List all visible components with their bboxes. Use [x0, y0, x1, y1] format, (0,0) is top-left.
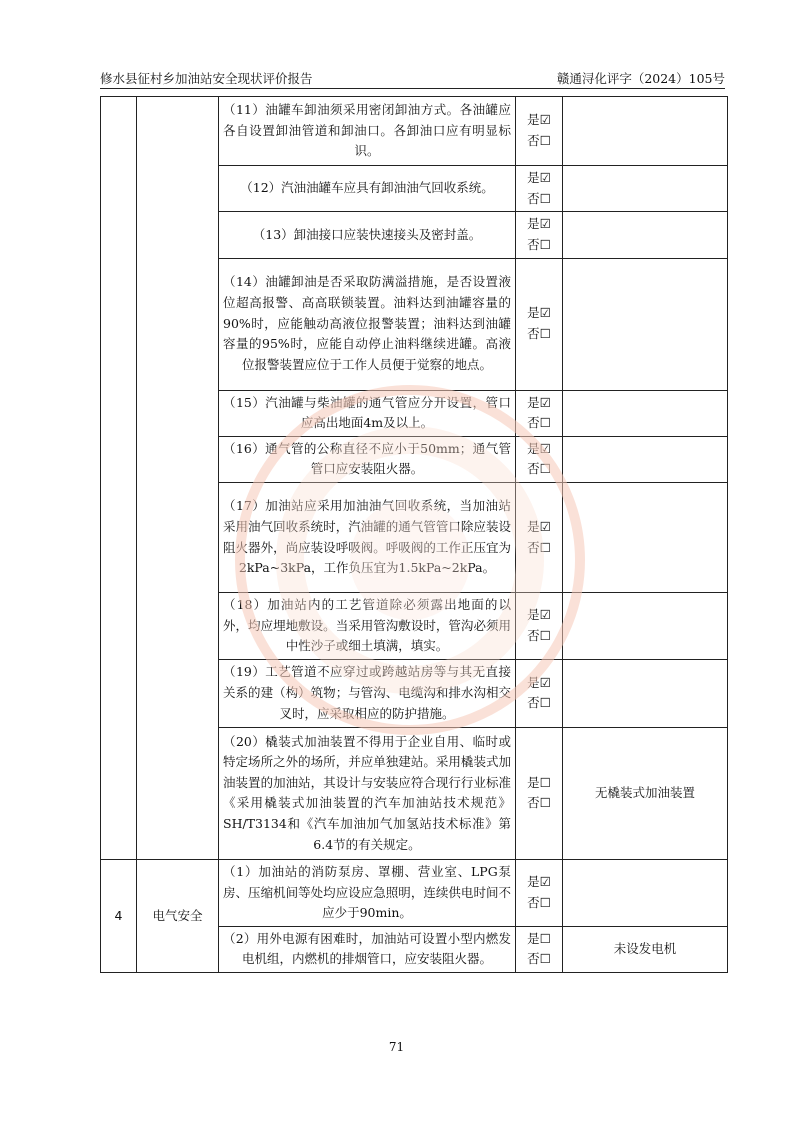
check-result: [516, 97, 563, 166]
remark-cell: [563, 483, 728, 593]
check-item-text: （12）汽油油罐车应具有卸油油气回收系统。: [219, 166, 516, 212]
yes-checkbox[interactable]: 是☑: [527, 112, 551, 128]
check-item-text: （18）加油站内的工艺管道除必须露出地面的以外，均应埋地敷设。当采用管沟敷设时，管沟必须用中性沙子或细土填满，填实。: [219, 593, 516, 660]
remark-cell: [563, 258, 728, 390]
no-checkbox[interactable]: 否☐: [527, 415, 551, 431]
yes-checkbox[interactable]: 是☐: [527, 774, 551, 790]
section-category-cell: [137, 97, 219, 860]
remark-cell: [563, 390, 728, 436]
check-result: [516, 212, 563, 258]
yes-checkbox[interactable]: 是☑: [527, 170, 551, 185]
no-checkbox[interactable]: 否☐: [527, 951, 551, 967]
check-result: [516, 390, 563, 436]
check-item-text: （14）油罐卸油是否采取防满溢措施，是否设置液位超高报警、高高联锁装置。油料达到油罐容量的90%时，应能触动高液位报警装置；油料达到油罐容量的95%时，应能自动停止油料继续进罐。高液位报警装置应位于工作人员便于觉察的地点。: [219, 258, 516, 390]
check-result: [516, 436, 563, 482]
yes-checkbox[interactable]: 是☑: [527, 607, 551, 623]
page-number: 71: [388, 1040, 405, 1054]
check-result: [516, 659, 563, 727]
check-result: [516, 166, 563, 212]
check-result: [516, 593, 563, 660]
yes-checkbox[interactable]: 是☑: [527, 518, 551, 534]
no-checkbox[interactable]: 否☐: [527, 190, 551, 206]
no-checkbox[interactable]: 否☐: [527, 894, 551, 910]
no-checkbox[interactable]: 否☐: [527, 133, 551, 148]
remark-cell: [563, 659, 728, 727]
remark-cell: [563, 212, 728, 258]
no-checkbox[interactable]: 否☐: [527, 236, 551, 252]
section-category: 电气安全: [137, 859, 219, 972]
report-title: 修水县征村乡加油站安全现状评价报告: [100, 71, 313, 86]
check-item-text: （19）工艺管道不应穿过或跨越站房等与其无直接关系的建（构）筑物；与管沟、电缆沟和排水沟相交叉时，应采取相应的防护措施。: [219, 659, 516, 727]
no-checkbox[interactable]: 否☐: [527, 795, 551, 811]
yes-checkbox[interactable]: 是☑: [527, 440, 551, 456]
yes-checkbox[interactable]: 是☑: [527, 674, 551, 690]
remark-cell: [563, 593, 728, 660]
check-item-text: （17）加油站应采用加油油气回收系统，当加油站采用油气回收系统时，汽油罐的通气管管口除应装设阻火器外，尚应装设呼吸阀。呼吸阀的工作正压宜为2kPa~3kPa，工作负压宜为1.5kPa~2kPa。: [219, 483, 516, 593]
check-item-text: （20）橇装式加油装置不得用于企业自用、临时或特定场所之外的场所，并应单独建站。采用橇装式加油装置的加油站，其设计与安装应符合现行行业标准《采用橇装式加油装置的汽车加油站技术规范》SH/T3134和《汽车加油加气加氢站技术标准》第6.4节的有关规定。: [219, 727, 516, 859]
no-checkbox[interactable]: 否☐: [527, 461, 551, 477]
remark-cell: [563, 97, 728, 166]
check-item-text: （2）用外电源有困难时，加油站可设置小型内燃发电机组，内燃机的排烟管口，应安装阻火器。: [219, 926, 516, 972]
check-result: [516, 926, 563, 972]
no-checkbox[interactable]: 否☐: [527, 539, 551, 555]
yes-checkbox[interactable]: 是☐: [527, 930, 551, 946]
remark-cell: [563, 859, 728, 926]
report-number: 赣通浔化评字（2024）105号: [556, 71, 725, 86]
page-header: [100, 66, 725, 89]
check-item-text: （15）汽油罐与柴油罐的通气管应分开设置，管口应高出地面4m及以上。: [219, 390, 516, 436]
check-result: [516, 859, 563, 926]
checklist-table: [100, 96, 728, 973]
check-result: [516, 727, 563, 859]
remark-cell: [563, 436, 728, 482]
no-checkbox[interactable]: 否☐: [527, 695, 551, 711]
yes-checkbox[interactable]: 是☑: [527, 305, 551, 321]
no-checkbox[interactable]: 否☐: [527, 326, 551, 341]
yes-checkbox[interactable]: 是☑: [527, 874, 551, 890]
table-row: [101, 859, 728, 926]
remark-cell: [563, 166, 728, 212]
check-result: [516, 483, 563, 593]
check-item-text: （13）卸油接口应装快速接头及密封盖。: [219, 212, 516, 258]
no-checkbox[interactable]: 否☐: [527, 627, 551, 643]
section-number: 4: [101, 859, 137, 972]
check-item-text: （1）加油站的消防泵房、罩棚、营业室、LPG泵房、压缩机间等处均应设应急照明，连续供电时间不应少于90min。: [219, 859, 516, 926]
check-item-text: （11）油罐车卸油须采用密闭卸油方式。各油罐应各自设置卸油管道和卸油口。各卸油口应有明显标识。: [219, 97, 516, 166]
remark-cell: 未设发电机: [563, 926, 728, 972]
yes-checkbox[interactable]: 是☑: [527, 216, 551, 232]
remark-cell: 无橇装式加油装置: [563, 727, 728, 859]
check-result: [516, 258, 563, 390]
yes-checkbox[interactable]: 是☑: [527, 394, 551, 410]
table-row: [101, 97, 728, 166]
section-number-cell: [101, 97, 137, 860]
check-item-text: （16）通气管的公称直径不应小于50mm；通气管管口应安装阻火器。: [219, 436, 516, 482]
